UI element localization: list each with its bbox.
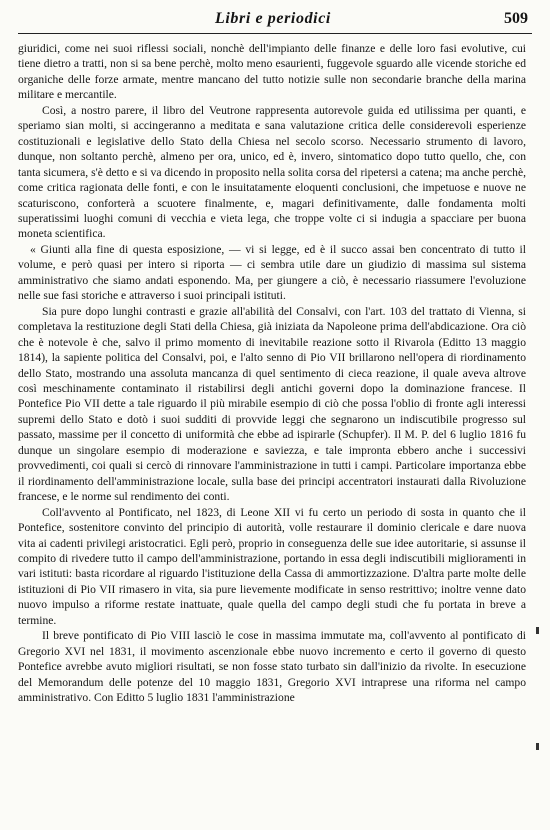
page-number: 509 [504,10,528,27]
body-text [18,41,526,705]
margin-mark [536,627,539,634]
running-title: Libri e periodici [215,10,331,27]
paragraph-quotation: « Giunti alla fine di questa esposizione, — vi si legge, ed è il succo assai ben concentrato di tutto il volume, e però quasi per intero si riporta — ci sembra utile dare un giudizio di massima sul sistema amministrativo che siamo andati esponendo. Ma, per giungere a ciò, è necessario riassumere l'evoluzione nelle sue fasi storiche e attraverso i suoi principali istituti. [18,242,526,303]
page-header [18,10,528,32]
paragraph: Sia pure dopo lunghi contrasti e grazie all'abilità del Consalvi, con l'art. 103 del trattato di Vienna, si completava la restituzione degli Stati della Chiesa, già iniziata da Napoleone prima dell'abdicazione. Ora ciò che è notevole è che, salvo il primo momento di inevitabile reazione sotto il Rivarola (Editto 13 maggio 1814), la sapiente politica del Consalvi, poi, e l'alto senno di Pio VII brillarono nell'opera di riordinamento dello Stato, mostrando una assoluta mancanza di quel sentimento di cieca reazione, il quale aveva altrove così meschinamente contaminato il ristabilirsi degli antichi governi dopo la dominazione francese. Il Pontefice Pio VII dette a tale riguardo il più mirabile esempio di ciò che possa l'oblio di fronte agli interessi supremi dello Stato e dotò i suoi sudditi di provvide leggi che segnarono un indiscutibile progresso sul passato, massime per il concetto di uniformità che ebbe ad ispirarle (Schupfer). Il M. P. del 6 luglio 1816 fu dunque un singolare esempio di moderazione e saviezza, e tale impronta ebbero anche i successivi provvedimenti, coi quali si cercò di rinnovare l'amministrazione in tutti i campi. Particolare importanza ebbe il riordinamento dell'amministrazione locale, sulla base dei principi accentratori instaurati dalla Rivoluzione francese, e le norme sul rendimento dei conti. [18,304,526,504]
margin-mark [536,743,539,750]
paragraph-continuation: giuridici, come nei suoi riflessi sociali, nonchè dell'impianto delle finanze e delle loro fasi evolutive, cui tiene dietro a tratti, non si sa bene perchè, molto meno esaurienti, fuggevole sguardo alle vicende storiche ed organiche delle forze armate, mentre mancano del tutto notizie sulle non secondarie branche della marina militare e mercantile. [18,42,526,102]
paragraph: Coll'avvento al Pontificato, nel 1823, di Leone XII vi fu certo un periodo di sosta in quanto che il Pontefice, sostenitore convinto del principio di autorità, volle restaurare il dominio clericale e dare nuova vita ai cadenti privilegi aristocratici. Egli però, proprio in conseguenza delle sue idee autoritarie, si assunse il compito di rivedere tutto il campo dell'amministrazione, portando in essa degli indiscutibili miglioramenti in vari istituti: basta ricordare al riguardo l'istituzione della Cassa di ammortizzazione. D'altra parte molte delle istituzioni di Pio VII rimasero in vita, sia pure lievemente modificate in senso restrittivo; inoltre venne dato nuovo impulso a riforme restate inattuate, quale quella del campo degli studi che fu portata in breve a termine. [18,505,526,627]
header-rule [18,33,532,34]
paragraph: Il breve pontificato di Pio VIII lasciò le cose in massima immutate ma, coll'avvento al pontificato di Gregorio XVI nel 1831, il movimento ascenzionale ebbe nuovo incremento e certo il governo di questo Pontefice avrebbe avuto migliori risultati, se non fosse stato turbato sin dall'inizio da rivolte. In esecuzione del Memorandum delle potenze del 10 maggio 1831, Gregorio XVI intraprese una riforma nel campo amministrativo. Con Editto 5 luglio 1831 l'amministrazione [18,629,526,705]
paragraph: Così, a nostro parere, il libro del Veutrone rappresenta autorevole guida ed utilissima per quanti, e speriamo sian molti, si accingeranno a meditata e sana valutazione critica delle considerevoli esperienze costituzionali e legislative dello Stato della Chiesa nel secolo scorso. Necessario strumento di lavoro, dunque, non soltanto perchè, almeno per ora, unico, ed è, invero, sintomatico dopo tutto quello, che, con tanta sicumera, s'è detto e si va dicendo in proposito nella solita corsa del ripetersi a catena; ma anche perchè, come critica ragionata delle fonti, e con le insuitatamente eloquenti conclusioni, che impetuose e nuove ne scaturiscono, conforterà a scuotere finalmente, e, magari definitivamente, dalle fondamenta molti superatissimi luoghi comuni di vecchia e vieta lega, che troppe volte ci si indugia a spacciare per buona moneta scientifica. [18,103,526,241]
